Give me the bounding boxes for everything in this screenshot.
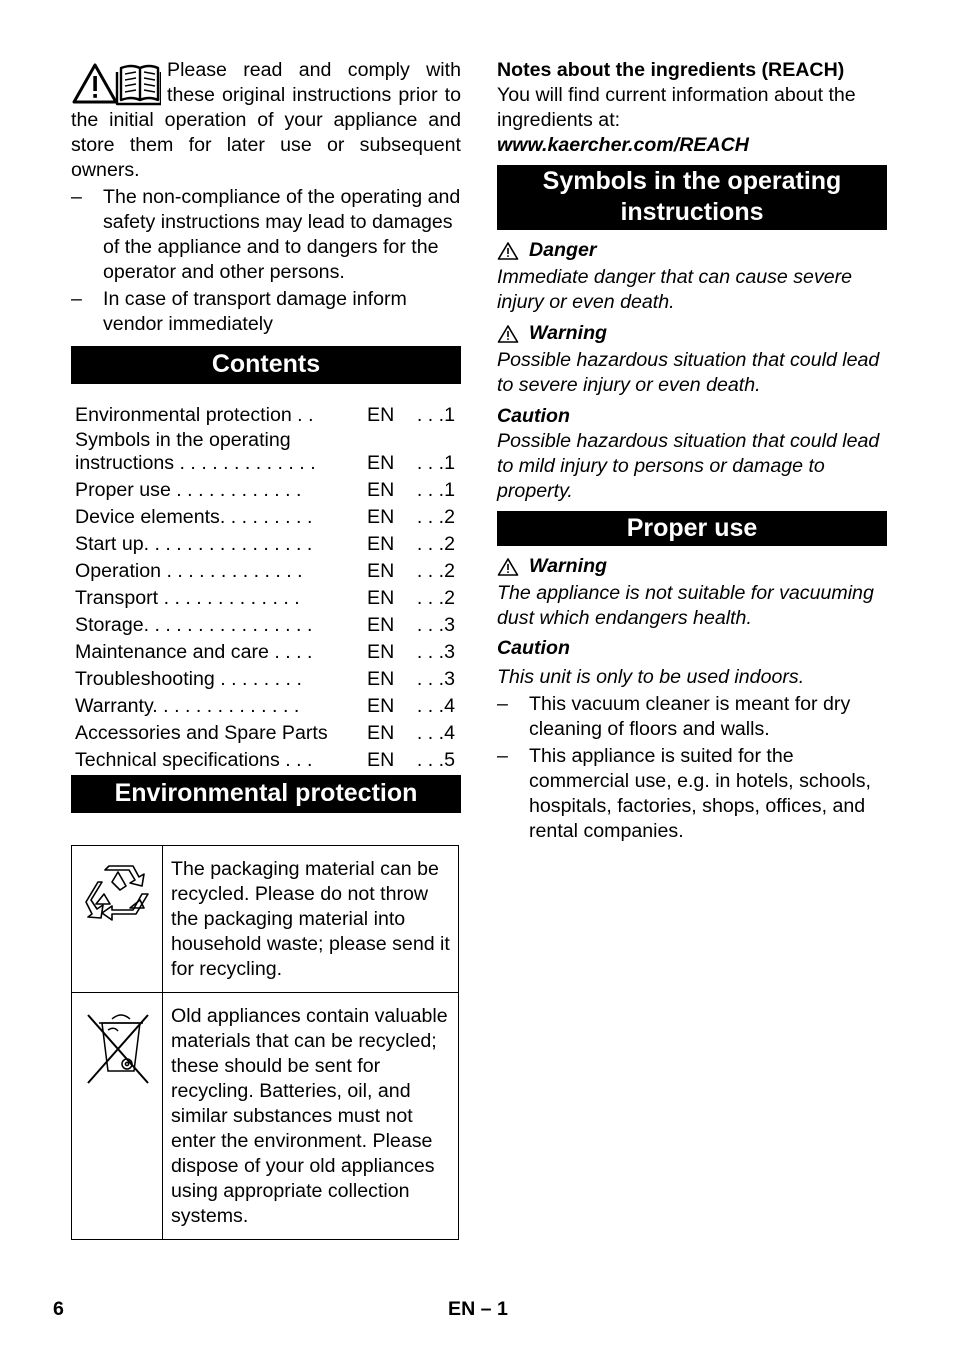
caution-title: Caution — [497, 637, 570, 659]
proper-use-bullet-list — [497, 692, 887, 844]
toc-entry-page: . . .1 — [416, 404, 455, 426]
crossed-out-bin-icon — [72, 993, 162, 1093]
recycling-icon — [72, 846, 162, 985]
page-code: EN – 1 — [448, 1298, 508, 1320]
toc-entry-page: . . .5 — [416, 749, 455, 771]
toc-entry-label: Warranty. . . . . . . . . . . . . . — [75, 695, 300, 717]
intro-icons — [71, 62, 161, 108]
toc-entry-language: EN — [367, 560, 395, 582]
left-column — [71, 58, 461, 1240]
recycling-text: The packaging material can be recycled. Please do not throw the packaging material into household waste; please send it for recycling. — [163, 846, 459, 993]
toc-entry-label: Device elements. . . . . . . . . — [75, 506, 313, 528]
toc-entry-label: Troubleshooting . . . . . . . . — [75, 668, 302, 690]
toc-entry-language: EN — [367, 749, 395, 771]
toc-entry[interactable] — [71, 637, 461, 664]
toc-entry[interactable] — [71, 556, 461, 583]
contents-table — [71, 400, 461, 772]
warning-triangle-icon — [497, 324, 519, 344]
toc-entry[interactable] — [71, 718, 461, 745]
toc-entry[interactable] — [71, 610, 461, 637]
warning-triangle-icon — [497, 557, 519, 577]
page-number: 6 — [53, 1298, 64, 1320]
table-row — [72, 993, 459, 1240]
list-item: – This vacuum cleaner is meant for dry cleaning of floors and walls. — [497, 693, 851, 740]
reach-text: You will find current information about the ingredients at: — [497, 84, 856, 131]
toc-entry-language: EN — [367, 506, 395, 528]
bin-cell — [72, 993, 163, 1240]
proper-use-caution — [497, 636, 887, 690]
toc-entry-label: Transport . . . . . . . . . . . . . — [75, 587, 300, 609]
toc-entry-page: . . .3 — [416, 668, 455, 690]
toc-entry[interactable] — [71, 745, 461, 772]
toc-entry-page: . . .1 — [416, 479, 455, 501]
toc-entry-language: EN — [367, 722, 395, 744]
symbol-title: Warning — [529, 322, 608, 344]
toc-entry-page: . . .3 — [416, 641, 455, 663]
toc-entry[interactable] — [71, 529, 461, 556]
symbol-warning — [497, 321, 887, 398]
toc-entry-label: Symbols in the operating instructions . . . . . . . . . . . . . — [75, 429, 316, 474]
symbol-description: Possible hazardous situation that could lead to mild injury to persons or damage to property. — [497, 430, 880, 502]
disposal-text: Old appliances contain valuable materials that can be recycled; these should be sent for recycling. Batteries, oil, and similar substances must not enter the environment. Please dispose of your old appliances using appropriate collection systems. — [163, 993, 459, 1240]
symbol-title: Caution — [497, 405, 570, 427]
toc-entry-page: . . .4 — [416, 695, 455, 717]
proper-use-heading: Proper use — [497, 511, 887, 546]
reach-link[interactable]: www.kaercher.com/REACH — [497, 134, 749, 156]
proper-use-warning — [497, 554, 887, 631]
toc-entry-page: . . .2 — [416, 506, 455, 528]
toc-entry-label: Storage. . . . . . . . . . . . . . . . — [75, 614, 313, 636]
caution-text: This unit is only to be used indoors. — [497, 666, 805, 688]
toc-entry[interactable] — [71, 427, 461, 475]
toc-entry[interactable] — [71, 691, 461, 718]
toc-entry[interactable] — [71, 583, 461, 610]
symbol-description: Possible hazardous situation that could lead to severe injury or even death. — [497, 349, 880, 396]
symbol-title: Danger — [529, 239, 597, 261]
symbol-description: Immediate danger that can cause severe injury or even death. — [497, 266, 853, 313]
toc-entry-label: Maintenance and care . . . . — [75, 641, 313, 663]
toc-entry[interactable] — [71, 664, 461, 691]
reach-heading: Notes about the ingredients (REACH) — [497, 59, 845, 81]
toc-entry-label: Environmental protection . . — [75, 404, 314, 426]
warning-text: The appliance is not suitable for vacuuming dust which endangers health. — [497, 582, 874, 629]
toc-entry-page: . . .2 — [416, 533, 455, 555]
toc-entry-label: Technical specifications . . . — [75, 749, 313, 771]
toc-entry-page: . . .4 — [416, 722, 455, 744]
toc-entry-language: EN — [367, 404, 395, 426]
symbols-heading: Symbols in the operating instructions — [497, 165, 887, 230]
toc-entry[interactable] — [71, 475, 461, 502]
intro-text: Please read and comply with these original instructions prior to the initial operation of your appliance and store them for later use or subsequent owners. — [71, 59, 461, 181]
toc-entry-language: EN — [367, 668, 395, 690]
list-item: – The non-compliance of the operating and safety instructions may lead to damages of the appliance and to dangers for the operator and other persons. — [71, 186, 461, 283]
right-column — [497, 58, 887, 844]
toc-entry-page: . . .2 — [416, 560, 455, 582]
toc-entry-language: EN — [367, 641, 395, 663]
toc-entry-language: EN — [367, 452, 395, 474]
toc-entry-language: EN — [367, 614, 395, 636]
book-icon — [117, 66, 161, 104]
warning-triangle-icon — [74, 65, 116, 102]
toc-entry[interactable] — [71, 502, 461, 529]
toc-entry-label: Start up. . . . . . . . . . . . . . . . — [75, 533, 313, 555]
contents-heading: Contents — [71, 346, 461, 384]
toc-entry-language: EN — [367, 533, 395, 555]
toc-entry-label: Operation . . . . . . . . . . . . . — [75, 560, 303, 582]
warning-title: Warning — [529, 555, 608, 577]
symbol-danger — [497, 238, 887, 315]
intro-notice — [71, 58, 461, 183]
warning-triangle-icon — [497, 241, 519, 261]
toc-entry-language: EN — [367, 587, 395, 609]
table-row — [72, 846, 459, 993]
symbol-caution — [497, 404, 887, 504]
toc-entry-page: . . .3 — [416, 614, 455, 636]
list-item: – In case of transport damage inform vendor immediately — [71, 288, 407, 335]
environmental-table — [71, 845, 459, 1240]
environmental-heading: Environmental protection — [71, 775, 461, 813]
list-item: – This appliance is suited for the commercial use, e.g. in hotels, schools, hospitals, factories, shops, offices, and rental companies. — [497, 745, 871, 842]
intro-bullet-list — [71, 185, 461, 337]
toc-entry-label: Accessories and Spare Parts — [75, 722, 328, 744]
toc-entry-language: EN — [367, 695, 395, 717]
recycling-cell — [72, 846, 163, 993]
toc-entry-page: . . .1 — [416, 452, 455, 474]
toc-entry[interactable] — [71, 400, 461, 427]
toc-entry-label: Proper use . . . . . . . . . . . . — [75, 479, 302, 501]
toc-entry-page: . . .2 — [416, 587, 455, 609]
toc-entry-language: EN — [367, 479, 395, 501]
